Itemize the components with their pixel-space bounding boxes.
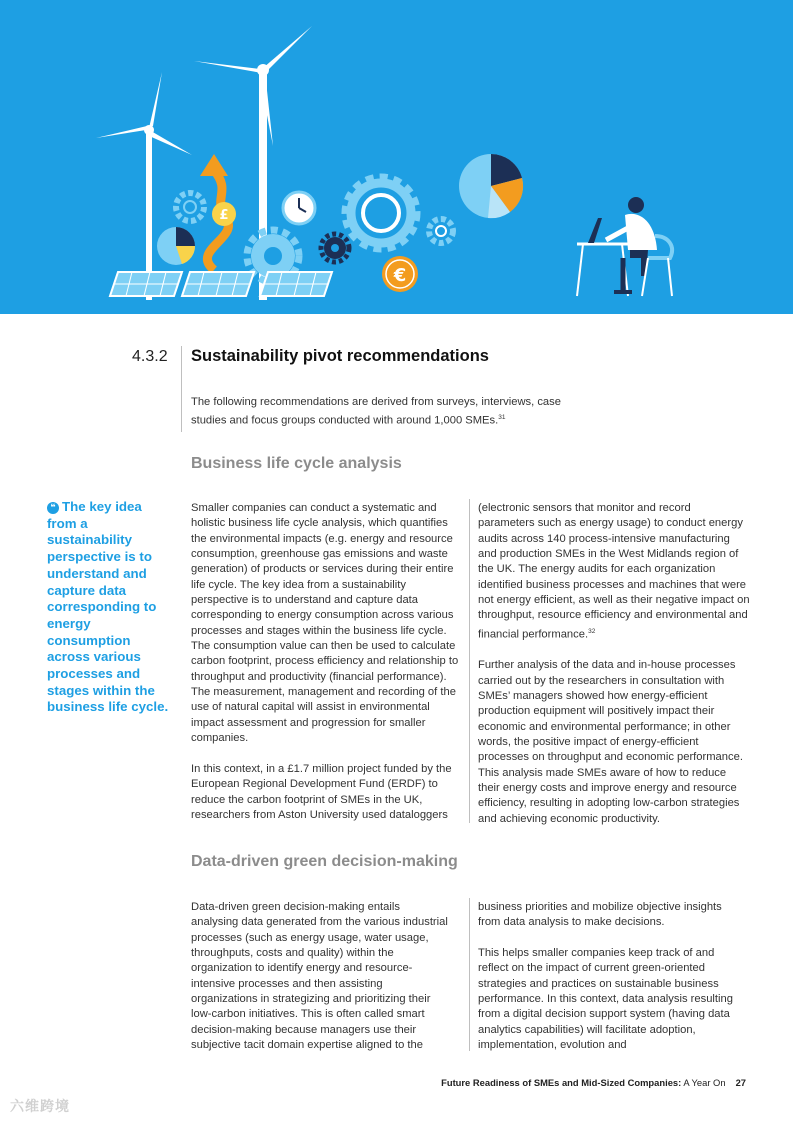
subsection-heading: Business life cycle analysis	[191, 455, 402, 472]
section-divider	[181, 346, 182, 432]
solar-panel	[260, 272, 332, 296]
footnote-ref: 31	[498, 414, 506, 422]
gear-icon	[321, 234, 349, 262]
hero-svg	[0, 0, 793, 314]
footer-title-rest: A Year On	[681, 1077, 726, 1088]
paragraph-text: (electronic sensors that monitor and record parameters such as energy usage) to conduct energy audits across 140 process-intensive manufacturing and production SMEs in the West Midlands region of the UK. The energy audits for each organization identified business processes and machines that were not energy efficient, as well as their negative impact on throughput, resource efficiency and environmental and financial performance.	[478, 502, 750, 641]
person-at-laptop	[577, 197, 672, 296]
section-intro	[191, 395, 571, 429]
euro-coin-icon	[382, 256, 418, 292]
section-title: Sustainability pivot recommendations	[191, 347, 489, 365]
paragraph: Further analysis of the data and in-house processes carried out by the researchers in consultation with SMEs’ managers showed how energy-efficient production equipment will positively impact their economic and environmental performance; in other words, the positive impact of energy-efficient processes on throughput and economic performance. This analysis made SMEs aware of how to reduce their energy costs and improve energy and resource efficiency, resulting in adopting low-carbon strategies and achieving economic productivity.	[478, 659, 743, 825]
pie-chart-icon	[459, 154, 523, 218]
solar-panel	[182, 272, 254, 296]
paragraph: business priorities and mobilize objective insights from data analysis to make decisions.	[478, 901, 722, 929]
subsection-heading: Data-driven green decision-making	[191, 853, 458, 870]
text-column-right	[478, 900, 740, 1053]
paragraph: This helps smaller companies keep track of and reflect on the impact of current green-oriented strategies and practices on sustainable business performance. In this context, data analysis resulting from a digital decision support system (having data analytics capabilities) will facilitate adoption, implementation, evolution and	[478, 947, 733, 1052]
paragraph: In this context, in a £1.7 million project funded by the European Regional Development Fund (ERDF) to reduce the carbon footprint of SMEs in the UK, researchers from Aston University used dataloggers	[191, 762, 452, 821]
svg-text:£: £	[219, 208, 229, 223]
footnote-ref: 32	[588, 627, 596, 635]
pull-quote	[47, 499, 175, 716]
text-column-right	[478, 501, 750, 827]
gear-icon	[429, 219, 453, 243]
svg-text:€: €	[393, 265, 407, 286]
hero-illustration	[0, 0, 793, 314]
paragraph	[478, 501, 750, 643]
pie-chart-icon	[157, 227, 195, 265]
intro-text: The following recommendations are derived from surveys, interviews, case studies and focus groups conducted with around 1,000 SMEs.	[191, 396, 561, 428]
page-footer	[441, 1077, 746, 1088]
text-column-left	[191, 900, 449, 1053]
paragraph: Smaller companies can conduct a systematic and holistic business life cycle analysis, which quantifies the environmental impacts (e.g. energy and resource consumption, greenhouse gas emissions and waste generation) of products or services during their entire life cycle. The key idea from a sustainability perspective is to understand and capture data corresponding to energy consumption across various processes and stages within the business life cycle. The consumption value can then be used to calculate carbon footprint, process efficiency and relationship to throughput and productivity (financial performance). The measurement, management and recording of the use of natural capital will assist in environmental impact assessment and progression for smaller companies.	[191, 502, 459, 745]
column-divider	[469, 898, 470, 1051]
clock-icon	[283, 192, 315, 224]
pull-quote-text: The key idea from a sustainability perspective is to understand and capture data corresponding to energy consumption across various processes and stages within the business life cycle.	[47, 499, 169, 715]
footer-title-bold: Future Readiness of SMEs and Mid-Sized Companies:	[441, 1077, 682, 1088]
paragraph: Data-driven green decision-making entails analysing data generated from the various industrial processes (such as energy usage, water usage, throughputs, costs and quality) within the organization to identify energy and resource-intensive processes and then assisting organizations in strategizing and prioritizing their low-carbon initiatives. This is often called smart decision-making because managers use their subjective tacit domain expertise aligned to the	[191, 901, 448, 1052]
section-number: 4.3.2	[132, 348, 168, 365]
wind-turbine-small	[96, 72, 192, 300]
column-divider	[469, 499, 470, 823]
page-number: 27	[735, 1077, 746, 1088]
watermark: 六维跨境	[10, 1098, 70, 1114]
text-column-left	[191, 501, 463, 823]
quote-icon: ❝	[47, 502, 59, 514]
gear-icon	[345, 177, 417, 249]
pound-coin-icon	[212, 202, 236, 226]
gear-icon	[176, 193, 204, 221]
solar-panel	[110, 272, 182, 296]
